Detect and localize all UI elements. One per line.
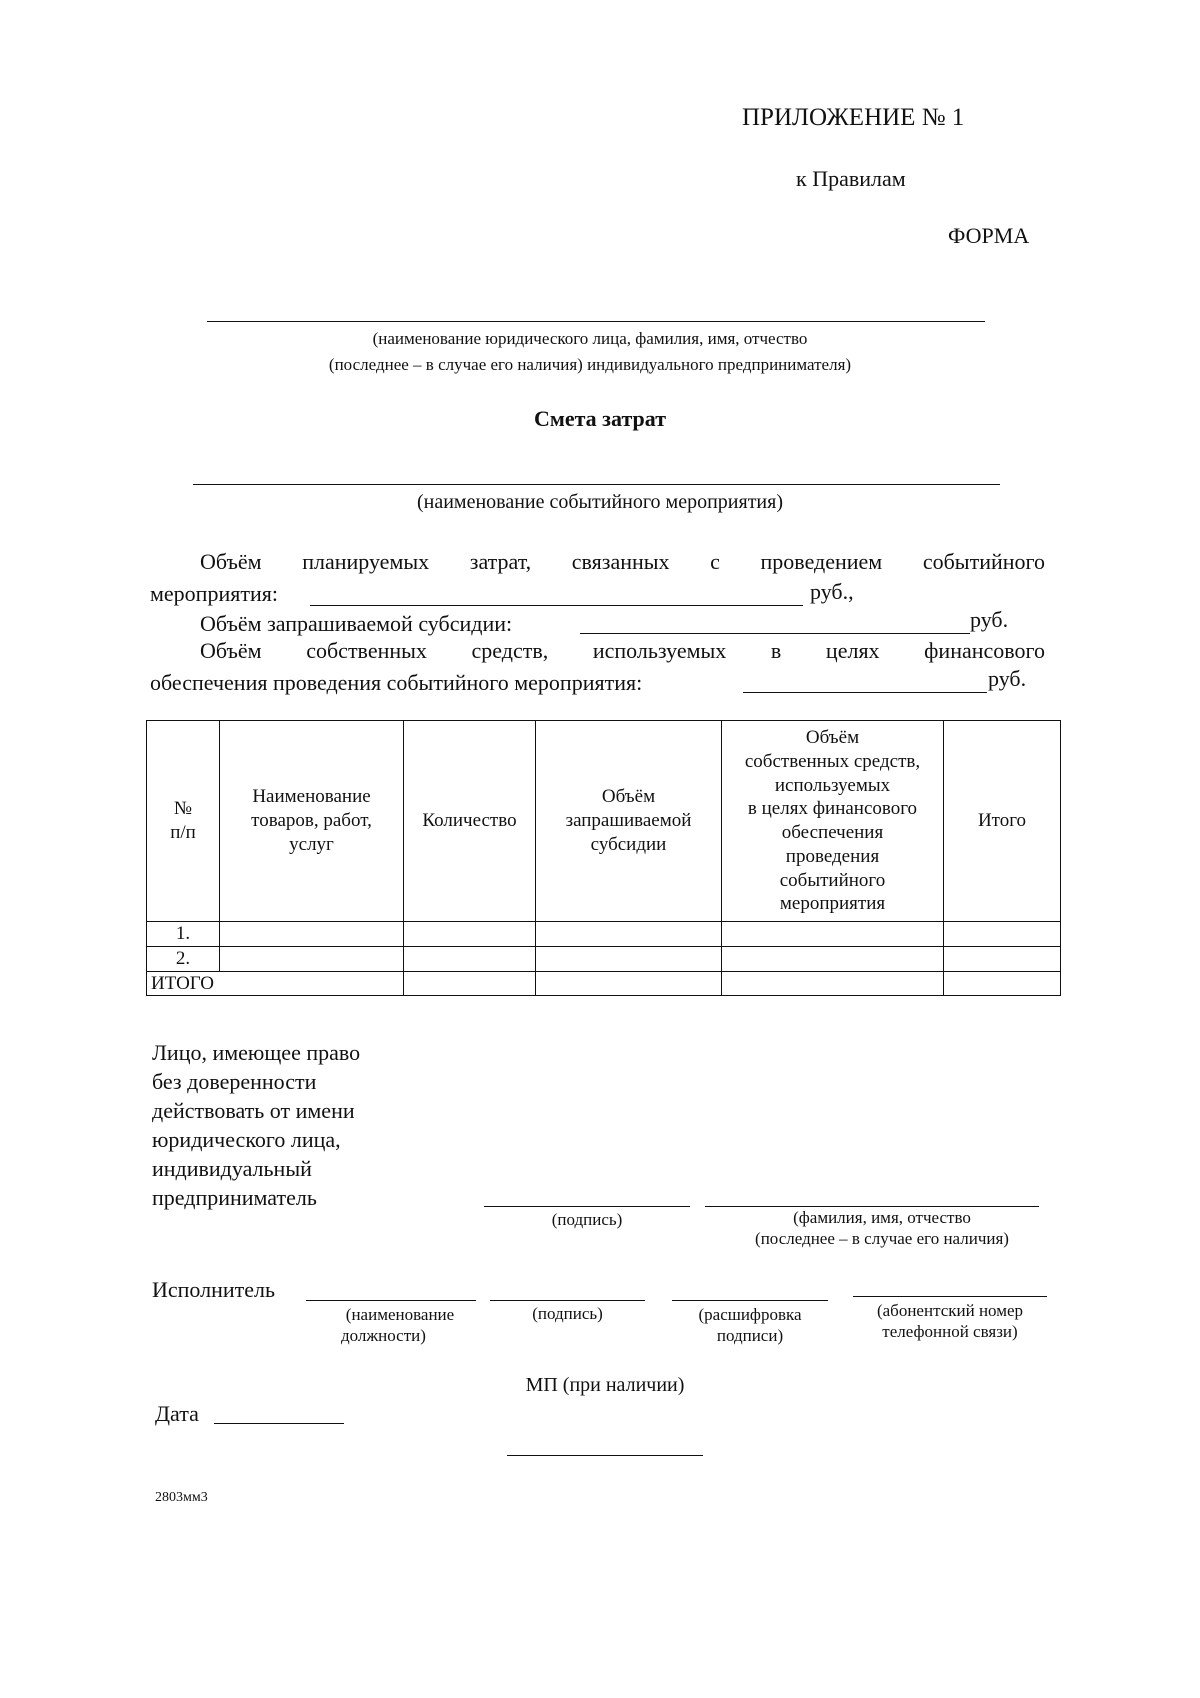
signer-line: индивидуальный [152, 1156, 312, 1181]
header-line: Наименование [252, 786, 371, 808]
stamp-label: МП (при наличии) [525, 1374, 685, 1396]
header-line: субсидии [590, 833, 667, 855]
caption-line: (наименование [345, 1305, 455, 1324]
executor-decode-caption [672, 1304, 828, 1346]
cell-total[interactable] [944, 946, 1061, 971]
signer-line: действовать от имени [152, 1098, 355, 1123]
total-total[interactable] [944, 971, 1061, 996]
caption-line: должности) [341, 1326, 426, 1345]
caption-line: (абонентский номер [876, 1301, 1024, 1320]
header-line: в целях финансового [747, 798, 918, 820]
table-row [147, 946, 1061, 971]
header-line: обеспечения [781, 822, 884, 843]
own-funds-field[interactable] [743, 692, 987, 693]
table-header-row [147, 721, 1061, 922]
header-line: проведения [785, 845, 880, 867]
cell-quantity[interactable] [404, 922, 536, 947]
header-line: Объём [601, 786, 656, 808]
total-quantity[interactable] [404, 971, 536, 996]
cell-total[interactable] [944, 922, 1061, 947]
header-number [147, 721, 220, 922]
header-line: запрашиваемой [565, 810, 692, 832]
signer-line: без доверенности [152, 1069, 317, 1094]
header-line: собственных средств, [744, 750, 921, 772]
subsidy-prefix: Объём запрашиваемой субсидии: [200, 611, 513, 636]
cell-subsidy[interactable] [536, 922, 722, 947]
cell-item-name[interactable] [220, 922, 404, 947]
event-caption: (наименование событийного мероприятия) [416, 491, 783, 513]
signer-name-line[interactable] [705, 1206, 1039, 1207]
entity-caption-1: (наименование юридического лица, фамилия, имя, отчество [372, 329, 808, 348]
header-line: услуг [289, 833, 334, 855]
cell-own-funds[interactable] [722, 946, 944, 971]
date-field[interactable] [214, 1423, 344, 1424]
header-total [944, 721, 1061, 922]
signer-name-caption-2: (последнее – в случае его наличия) [755, 1229, 1009, 1248]
own-funds-line1: Объём собственных средств, используемых в целях финансового [200, 638, 1045, 663]
header-item-name [220, 721, 404, 922]
signer-line: Лицо, имеющее право [152, 1040, 361, 1065]
table-row [147, 922, 1061, 947]
executor-decode-line[interactable] [672, 1300, 828, 1301]
executor-position-line[interactable] [306, 1300, 476, 1301]
signer-signature-line[interactable] [484, 1206, 690, 1207]
entity-name-line[interactable] [207, 321, 985, 322]
caption-line: (расшифровка [698, 1305, 802, 1324]
event-name-line[interactable] [193, 484, 1000, 485]
planned-costs-unit: руб., [810, 579, 854, 604]
header-line: товаров, работ, [251, 810, 372, 832]
cell-subsidy[interactable] [536, 946, 722, 971]
bottom-line [507, 1455, 703, 1456]
header-line: № [173, 798, 193, 820]
entity-caption-2: (последнее – в случае его наличия) индивидуального предпринимателя) [328, 355, 852, 374]
header-own-funds [722, 721, 944, 922]
caption-line: подписи) [716, 1326, 784, 1345]
caption-line: телефонной связи) [882, 1322, 1018, 1341]
planned-costs-field[interactable] [310, 605, 803, 606]
signer-name-caption-1: (фамилия, имя, отчество [793, 1208, 971, 1227]
header-subsidy [536, 721, 722, 922]
executor-phone-caption [853, 1300, 1047, 1342]
subsidy-unit: руб. [970, 607, 1009, 632]
own-funds-prefix: обеспечения проведения событийного мероприятия: [150, 670, 643, 695]
header-line: Объём [805, 727, 860, 748]
header-line: используемых [774, 774, 891, 796]
to-rules: к Правилам [796, 166, 906, 191]
header-line: п/п [170, 822, 196, 843]
document-title: Смета затрат [533, 406, 667, 431]
executor-position-caption [320, 1304, 480, 1346]
total-label: ИТОГО [147, 971, 404, 996]
cell-own-funds[interactable] [722, 922, 944, 947]
executor-label: Исполнитель [152, 1277, 276, 1302]
row-number: 2. [147, 946, 220, 971]
footer-code: 2803мм3 [155, 1490, 208, 1505]
planned-costs-line1: Объём планируемых затрат, связанных с проведением событийного [200, 549, 1045, 574]
appendix-number: ПРИЛОЖЕНИЕ № 1 [742, 104, 965, 131]
signer-line: предприниматель [152, 1185, 317, 1210]
row-number: 1. [147, 922, 220, 947]
executor-signature-caption: (подпись) [532, 1304, 603, 1323]
header-line: событийного [779, 869, 886, 891]
subsidy-field[interactable] [580, 633, 970, 634]
signer-line: юридического лица, [152, 1127, 341, 1152]
total-subsidy[interactable] [536, 971, 722, 996]
signer-description [152, 1038, 360, 1212]
planned-costs-prefix: мероприятия: [150, 581, 278, 606]
header-quantity [404, 721, 536, 922]
table-total-row [147, 971, 1061, 996]
cell-item-name[interactable] [220, 946, 404, 971]
form-label: ФОРМА [948, 223, 1030, 248]
date-label: Дата [155, 1401, 199, 1426]
own-funds-unit: руб. [988, 666, 1027, 691]
signer-signature-caption: (подпись) [551, 1210, 623, 1229]
header-line: мероприятия [779, 893, 886, 915]
total-own-funds[interactable] [722, 971, 944, 996]
header-line: Итого [977, 810, 1027, 832]
header-line: Количество [422, 810, 517, 832]
executor-signature-line[interactable] [490, 1300, 645, 1301]
cell-quantity[interactable] [404, 946, 536, 971]
estimate-table [146, 720, 1061, 996]
executor-phone-line[interactable] [853, 1296, 1047, 1297]
